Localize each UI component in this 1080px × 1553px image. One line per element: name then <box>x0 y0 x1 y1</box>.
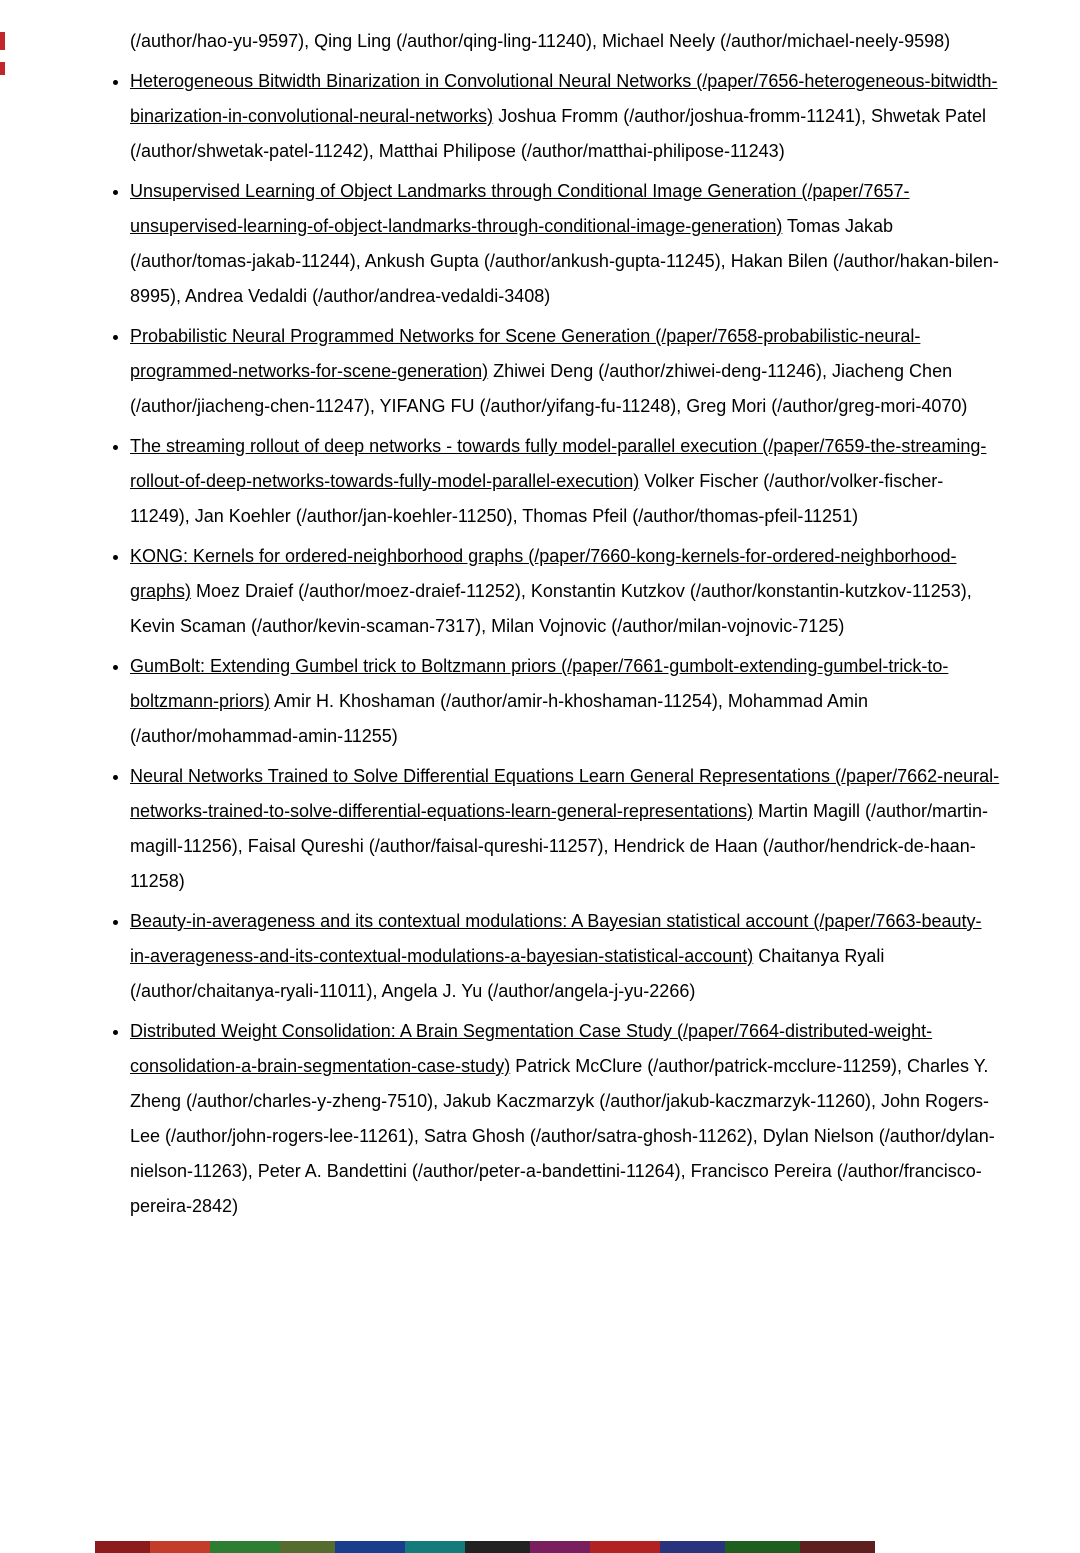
strip-segment <box>95 1541 150 1553</box>
papers-page <box>0 24 1080 1224</box>
strip-segment <box>800 1541 875 1553</box>
paper-authors[interactable]: Tomas Jakab (/author/tomas-jakab-11244), Ankush Gupta (/author/ankush-gupta-11245), Hakan Bilen (/author/hakan-bilen-8995), Andrea Vedaldi (/author/andrea-vedaldi-3408) <box>130 216 999 306</box>
intro-authors[interactable]: (/author/hao-yu-9597), Qing Ling (/author/qing-ling-11240), Michael Neely (/author/michael-neely-9598) <box>130 31 951 51</box>
paper-authors[interactable]: Martin Magill (/author/martin-magill-11256), Faisal Qureshi (/author/faisal-qureshi-11257), Hendrick de Haan (/author/hendrick-de-haan-11258) <box>130 801 989 891</box>
paper-item <box>130 1014 1000 1224</box>
strip-segment <box>530 1541 590 1553</box>
strip-segment <box>210 1541 280 1553</box>
paper-item <box>130 64 1000 169</box>
bottom-color-strip <box>95 1541 875 1553</box>
paper-authors[interactable]: Moez Draief (/author/moez-draief-11252), Konstantin Kutzkov (/author/konstantin-kutzkov-11253), Kevin Scaman (/author/kevin-scaman-7317), Milan Vojnovic (/author/milan-vojnovic-7125) <box>130 581 972 636</box>
paper-item <box>130 429 1000 534</box>
papers-list <box>130 64 1000 1224</box>
content-column <box>130 24 1000 1224</box>
paper-title-link[interactable]: Beauty-in-averageness and its contextual modulations: A Bayesian statistical account (/paper/7663-beauty-in-averageness-and-its-contextual-modulations-a-bayesian-statistical-account) <box>130 911 982 966</box>
paper-title-link[interactable]: Distributed Weight Consolidation: A Brain Segmentation Case Study (/paper/7664-distributed-weight-consolidation-a-brain-segmentation-case-study) <box>130 1021 933 1076</box>
paper-title-link[interactable]: Probabilistic Neural Programmed Networks for Scene Generation (/paper/7658-probabilistic-neural-programmed-networks-for-scene-generation) <box>130 326 921 381</box>
strip-segment <box>660 1541 725 1553</box>
paper-item <box>130 174 1000 314</box>
strip-segment <box>725 1541 800 1553</box>
paper-title-link[interactable]: Neural Networks Trained to Solve Differential Equations Learn General Representations (/paper/7662-neural-networks-trained-to-solve-differential-equations-learn-general-representations) <box>130 766 1000 821</box>
paper-authors[interactable]: Volker Fischer (/author/volker-fischer-11249), Jan Koehler (/author/jan-koehler-11250), Thomas Pfeil (/author/thomas-pfeil-11251) <box>130 471 944 526</box>
paper-item <box>130 904 1000 1009</box>
strip-segment <box>465 1541 530 1553</box>
paper-item <box>130 539 1000 644</box>
paper-title-link[interactable]: Heterogeneous Bitwidth Binarization in Convolutional Neural Networks (/paper/7656-heterogeneous-bitwidth-binarization-in-convolutional-neural-networks) <box>130 71 998 126</box>
paper-authors[interactable]: Joshua Fromm (/author/joshua-fromm-11241), Shwetak Patel (/author/shwetak-patel-11242), Matthai Philipose (/author/matthai-philipose-11243) <box>130 106 987 161</box>
paper-authors[interactable]: Patrick McClure (/author/patrick-mcclure-11259), Charles Y. Zheng (/author/charles-y-zheng-7510), Jakub Kaczmarzyk (/author/jakub-kaczmarzyk-11260), John Rogers-Lee (/author/john-rogers-lee-11261), Satra Ghosh (/author/satra-ghosh-11262), Dylan Nielson (/author/dylan-nielson-11263), Peter A. Bandettini (/author/peter-a-bandettini-11264), Francisco Pereira (/author/francisco-pereira-2842) <box>130 1056 995 1216</box>
strip-segment <box>280 1541 335 1553</box>
paper-item <box>130 649 1000 754</box>
paper-item <box>130 319 1000 424</box>
strip-segment <box>405 1541 465 1553</box>
paper-authors[interactable]: Chaitanya Ryali (/author/chaitanya-ryali-11011), Angela J. Yu (/author/angela-j-yu-2266) <box>130 946 885 1001</box>
paper-title-link[interactable]: KONG: Kernels for ordered-neighborhood graphs (/paper/7660-kong-kernels-for-ordered-neighborhood-graphs) <box>130 546 957 601</box>
paper-title-link[interactable]: The streaming rollout of deep networks - towards fully model-parallel execution (/paper/7659-the-streaming-rollout-of-deep-networks-towards-fully-model-parallel-execution) <box>130 436 987 491</box>
paper-title-link[interactable]: Unsupervised Learning of Object Landmarks through Conditional Image Generation (/paper/7657-unsupervised-learning-of-object-landmarks-through-conditional-image-generation) <box>130 181 910 236</box>
strip-segment <box>590 1541 660 1553</box>
paper-title-link[interactable]: GumBolt: Extending Gumbel trick to Boltzmann priors (/paper/7661-gumbolt-extending-gumbel-trick-to-boltzmann-priors) <box>130 656 949 711</box>
strip-segment <box>150 1541 210 1553</box>
paper-item <box>130 759 1000 899</box>
paper-authors[interactable]: Amir H. Khoshaman (/author/amir-h-khoshaman-11254), Mohammad Amin (/author/mohammad-amin-11255) <box>130 691 868 746</box>
edge-mark <box>0 62 5 75</box>
strip-segment <box>335 1541 405 1553</box>
paper-authors[interactable]: Zhiwei Deng (/author/zhiwei-deng-11246), Jiacheng Chen (/author/jiacheng-chen-11247), YIFANG FU (/author/yifang-fu-11248), Greg Mori (/author/greg-mori-4070) <box>130 361 968 416</box>
edge-mark <box>0 32 5 50</box>
